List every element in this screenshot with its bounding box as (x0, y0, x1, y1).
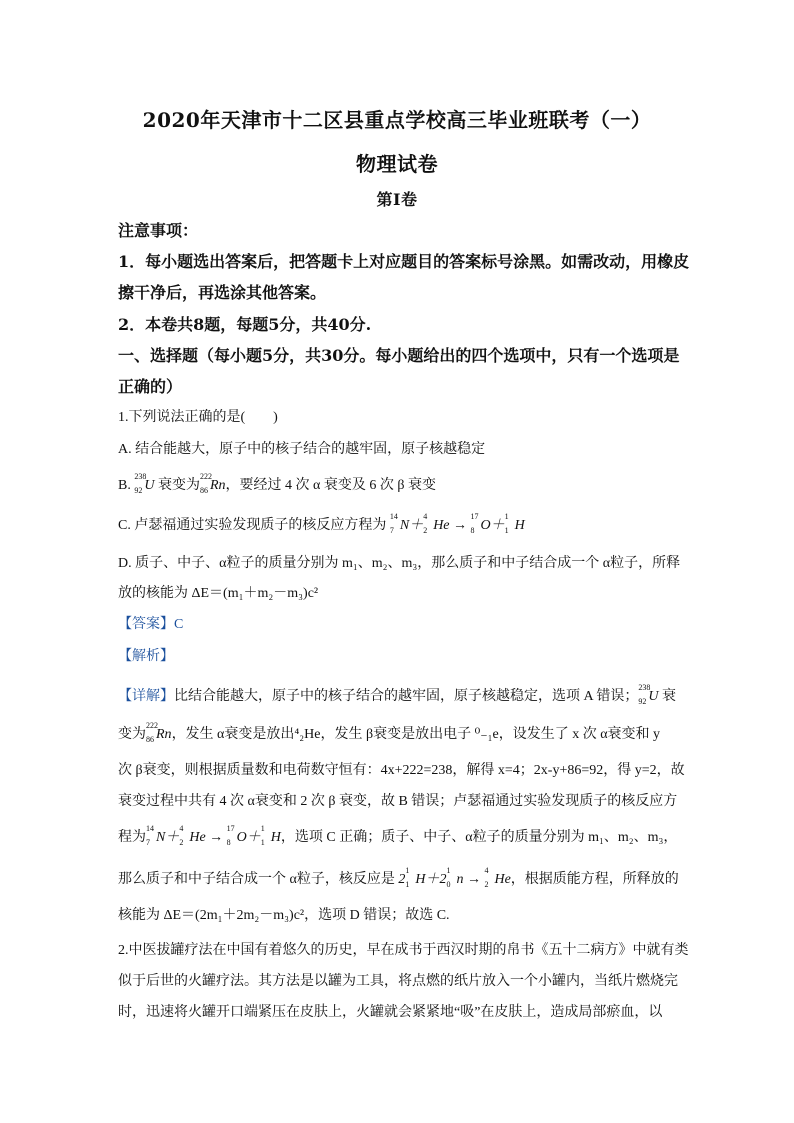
exam-subject: 物理试卷 (356, 152, 438, 176)
notes-heading: 注意事项： (118, 221, 199, 240)
q1-stem: 1.下列说法正确的是( ) (118, 410, 278, 425)
exam-volume: 第Ⅰ卷 (376, 190, 418, 209)
answer-label: 【答案】C (118, 617, 184, 632)
q1-option-a: A. 结合能越大，原子中的核子结合的越牢固，原子核越稳定 (118, 442, 486, 457)
detail-line-4: 衰变过程中共有 4 次 α衰变和 2 次 β 衰变，故 B 错误；卢瑟福通过实验发现质子的核反应方 (118, 794, 678, 809)
detail-line-2: 变为 222 86 Rn，发生 α衰变是放出⁴₂He，发生 β衰变是放出电子 ⁰₋₁e，设发生了 x 次 α衰变和 y (118, 721, 661, 744)
q2-line-3: 时，迅速将火罐开口端紧压在皮肤上，火罐就会紧紧地“吸”在皮肤上，造成局部瘀血，以 (118, 1005, 663, 1020)
q1-option-d-a: D. 质子、中子、α粒子的质量分别为 m₁、m₂、m₃，那么质子和中子结合成一个 α粒子，所释 (118, 556, 681, 571)
rn222-isotope: 222 86 Rn (199, 472, 226, 495)
detail-line-5: 程为 14 7 N＋ 4 2 He → 17 8 O＋ 1 1 H，选项 C 正确；质子、中子、α粒子的质量分别为 m₁、m₂、m₃， (118, 824, 678, 847)
q1-option-c: C. 卢瑟福通过实验发现质子的核反应方程为 14 7 N＋ 4 2 He → 17 8 O＋ 1 1 H (118, 512, 525, 535)
nuclear-equation-c: 14 7 N＋ 4 2 He → 17 8 O＋ 1 1 H (389, 512, 525, 535)
q1-option-d-b: 放的核能为 ΔE＝(m₁＋m₂－m₃)c² (118, 586, 319, 601)
analysis-label: 【解析】 (118, 649, 174, 664)
detail-line-1: 【详解】比结合能越大，原子中的核子结合的越牢固，原子核越稳定，选项 A 错误； 238 92 U 衰 (118, 683, 676, 706)
exam-title: 2020年天津市十二区县重点学校高三毕业班联考（一） (142, 108, 652, 132)
detail-line-3: 次 β衰变，则根据质量数和电荷数守恒有：4x+222=238，解得 x=4；2x-y+86=92，得 y=2，故 (118, 763, 685, 778)
q1-option-b: B. 238 92 U 衰变为 222 86 Rn，要经过 4 次 α 衰变及 6 次 β 衰变 (118, 472, 436, 495)
q2-line-1: 2.中医拔罐疗法在中国有着悠久的历史，早在成书于西汉时期的帛书《五十二病方》中就有类 (118, 943, 689, 958)
detail-line-7: 核能为 ΔE＝(2m₁＋2m₂－m₃)c²，选项 D 错误；故选 C. (118, 908, 450, 923)
notes-item-2: 2．本卷共8题，每题5分，共40分. (118, 315, 372, 334)
detail-line-6: 那么质子和中子结合成一个 α粒子，核反应是 2 1 1 H＋2 1 0 n → 4 2 He，根据质能方程，所释放的 (118, 866, 679, 889)
notes-item-1b: 擦干净后，再选涂其他答案。 (118, 283, 327, 302)
u238-isotope: 238 92 U (134, 472, 155, 495)
section-heading-a: 一、选择题（每小题5分，共30分。每小题给出的四个选项中，只有一个选项是 (118, 346, 680, 365)
notes-item-1a: 1．每小题选出答案后，把答题卡上对应题目的答案标号涂黑。如需改动，用橡皮 (118, 252, 690, 271)
section-heading-b: 正确的） (118, 377, 183, 396)
q2-line-2: 似于后世的火罐疗法。其方法是以罐为工具，将点燃的纸片放入一个小罐内，当纸片燃烧完 (118, 974, 678, 989)
